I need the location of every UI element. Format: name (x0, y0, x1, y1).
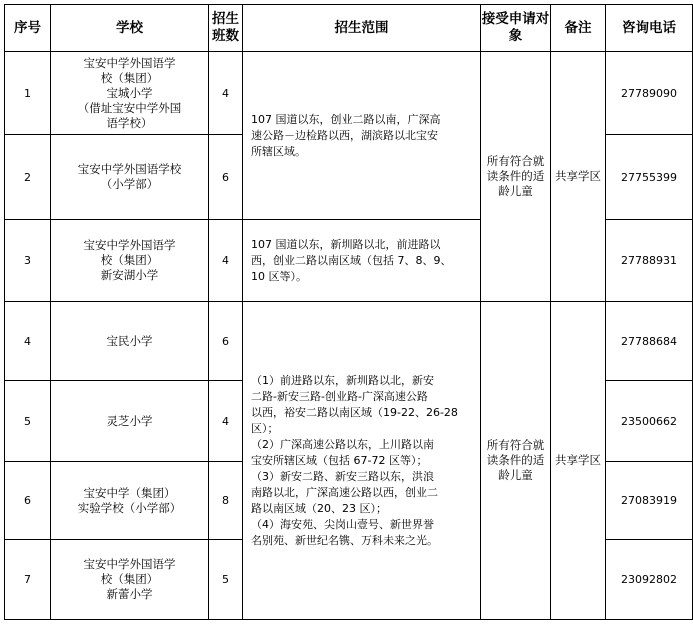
cell-classes: 4 (209, 52, 243, 135)
cell-classes: 4 (209, 220, 243, 302)
scope-line: 名别苑、新世纪名镌、万科未来之光。 (251, 533, 438, 547)
cell-classes: 6 (209, 302, 243, 381)
scope-line: 宝安所辖区域（包括 67-72 区等）； (251, 453, 428, 467)
school-line: 灵芝小学 (106, 413, 153, 428)
cell-phone: 27788684 (606, 302, 693, 381)
header-row (5, 5, 693, 52)
cell-school (51, 220, 209, 302)
cell-school (51, 52, 209, 135)
cell-seq: 7 (5, 540, 51, 620)
cell-school (51, 135, 209, 220)
cell-scope (243, 302, 481, 620)
cell-phone: 27789090 (606, 52, 693, 135)
cell-classes: 4 (209, 381, 243, 462)
school-line: 宝安中学外国语学校 (77, 162, 182, 176)
school-line: 校（集团） (100, 70, 159, 85)
cell-classes: 6 (209, 135, 243, 220)
scope-line: 10 区等）。 (251, 269, 307, 283)
cell-seq: 1 (5, 52, 51, 135)
scope-line: 二路-新安三路-创业路-广深高速公路 (251, 389, 428, 403)
cell-target (481, 52, 551, 302)
scope-line: 107 国道以东，创业二路以南，广深高 (251, 112, 441, 126)
scope-line: （2）广深高速公路以东，上川路以南 (251, 437, 434, 451)
scope-line: 路以南区域（20、23 区）； (251, 501, 387, 515)
header-school: 学校 (51, 5, 209, 52)
cell-remark: 共享学区 (551, 52, 606, 302)
scope-line: 区）； (251, 421, 279, 435)
scope-line: 107 国道以东，新圳路以北，前进路以 (251, 237, 441, 251)
cell-phone: 27083919 (606, 462, 693, 540)
scope-line: （3）新安二路、新安三路以东，洪浪 (251, 469, 434, 483)
target-line: 所有符合就 (486, 154, 545, 168)
header-phone: 咨询电话 (606, 5, 693, 52)
scope-line: 西，创业二路以南区域（包括 7、8、9、 (251, 253, 452, 267)
school-line: 宝安中学（集团） (83, 485, 176, 500)
school-line: 宝城小学 (106, 85, 153, 100)
school-line: 校（集团） (100, 253, 159, 267)
school-line: 宝安中学外国语学 (83, 55, 176, 70)
target-line: 龄儿童 (498, 184, 533, 198)
header-scope: 招生范围 (243, 5, 481, 52)
scope-line: 速公路－边检路以西，湖滨路以北宝安 (251, 128, 438, 142)
school-line: （借址宝安中学外国 (77, 100, 182, 115)
scope-line: 南路以北，广深高速公路以西，创业二 (251, 485, 438, 499)
cell-seq: 6 (5, 462, 51, 540)
target-line: 读条件的适 (486, 169, 545, 183)
school-line: 宝安中学外国语学 (83, 238, 176, 252)
school-line: 校（集团） (100, 572, 159, 586)
cell-classes: 8 (209, 462, 243, 540)
school-line: 宝民小学 (106, 333, 153, 348)
cell-seq: 2 (5, 135, 51, 220)
scope-line: 以西，裕安二路以南区域（19-22、26-28 (251, 405, 458, 419)
target-line: 龄儿童 (498, 468, 533, 482)
school-line: 宝安中学外国语学 (83, 557, 176, 571)
cell-phone: 23092802 (606, 540, 693, 620)
header-target: 接受申请对象 (481, 5, 551, 52)
cell-seq: 4 (5, 302, 51, 381)
cell-school (51, 381, 209, 462)
cell-phone: 27755399 (606, 135, 693, 220)
cell-seq: 3 (5, 220, 51, 302)
header-seq: 序号 (5, 5, 51, 52)
cell-classes: 5 (209, 540, 243, 620)
cell-scope (243, 52, 481, 220)
table-row (5, 52, 693, 135)
school-line: 新安湖小学 (100, 268, 159, 282)
cell-target (481, 302, 551, 620)
header-remark: 备注 (551, 5, 606, 52)
scope-line: （1）前进路以东，新圳路以北，新安 (251, 373, 434, 387)
cell-school (51, 462, 209, 540)
table-row (5, 302, 693, 381)
cell-phone: 23500662 (606, 381, 693, 462)
school-line: （小学部） (100, 177, 159, 191)
header-classes: 招生班数 (209, 5, 243, 52)
target-line: 所有符合就 (486, 438, 545, 452)
school-line: 语学校） (106, 115, 153, 130)
scope-line: （4）海安苑、尖岗山壹号、新世界誉 (251, 517, 434, 531)
cell-seq: 5 (5, 381, 51, 462)
target-line: 读条件的适 (486, 453, 545, 467)
enrollment-table (4, 4, 693, 620)
school-line: 新蕾小学 (106, 587, 153, 601)
school-line: 实验学校（小学部） (77, 500, 182, 515)
cell-school (51, 540, 209, 620)
cell-scope (243, 220, 481, 302)
cell-phone: 27788931 (606, 220, 693, 302)
cell-remark: 共享学区 (551, 302, 606, 620)
cell-school (51, 302, 209, 381)
scope-line: 所辖区域。 (251, 144, 306, 158)
